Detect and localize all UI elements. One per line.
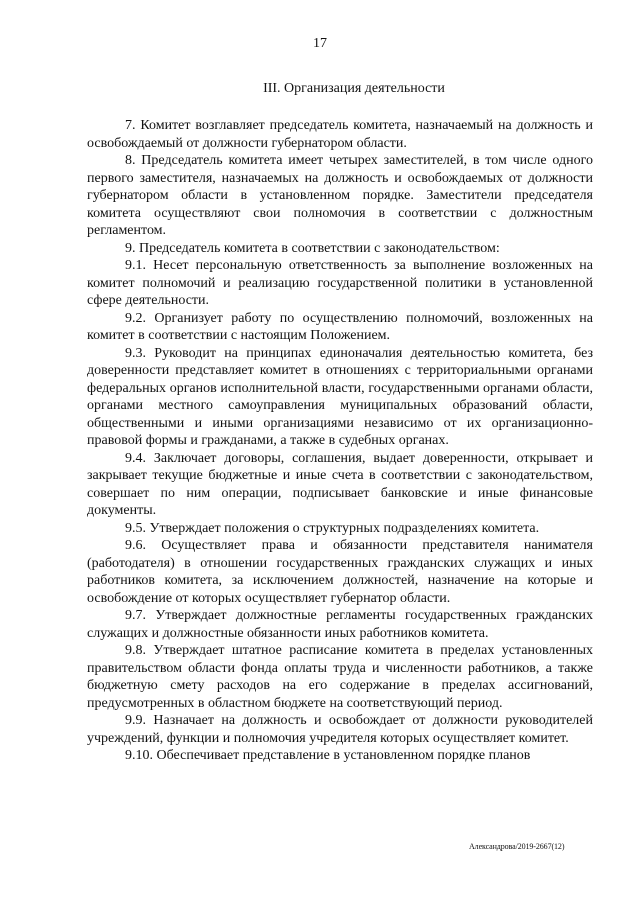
paragraph-9-9: 9.9. Назначает на должность и освобождает от должности руководителей учреждений, функции и полномочия учредителя которых осуществляет комитет. <box>87 713 593 746</box>
paragraph-9-8: 9.8. Утверждает штатное расписание комитета в пределах установленных правительством области фонда оплаты труда и численности работников, а также бюджетную смету расходов на его содержание в пределах ассигнований, предусмотренных в областном бюджете на соответствующий период. <box>87 643 593 711</box>
section-title: III. Организация деятельности <box>263 81 445 96</box>
paragraph-9-1: 9.1. Несет персональную ответственность за выполнение возложенных на комитет полномочий и реализацию государственной политики в установленной сфере деятельности. <box>87 258 593 308</box>
body-text <box>87 117 593 765</box>
footer-reference: Александрова/2019-2667(12) <box>469 842 565 851</box>
paragraph-9-3: 9.3. Руководит на принципах единоначалия деятельностью комитета, без доверенности представляет комитет в отношениях с территориальными органами федеральных органов исполнительной власти, государственными органами области, органами местного самоуправления муниципальных образований области, общественными и иными организациями независимо от их организационно-правовой формы и гражданами, а также в судебных органах. <box>87 345 593 448</box>
page-number: 17 <box>313 36 327 51</box>
paragraph-9: 9. Председатель комитета в соответствии с законодательством: <box>125 240 500 256</box>
paragraph-9-6: 9.6. Осуществляет права и обязанности представителя нанимателя (работодателя) в отношении государственных гражданских служащих и иных работников комитета, за исключением должностей, назначение на которые и освобождение от которых осуществляет губернатор области. <box>87 538 593 606</box>
paragraph-9-7: 9.7. Утверждает должностные регламенты государственных гражданских служащих и должностные обязанности иных работников комитета. <box>87 608 593 641</box>
paragraph-8: 8. Председатель комитета имеет четырех заместителей, в том числе одного первого заместителя, назначаемых на должность и освобождаемых от должности губернатором области в установленном порядке. Заместители председателя комитета осуществляют свои полномочия в соответствии с должностным регламентом. <box>87 153 593 238</box>
paragraph-7: 7. Комитет возглавляет председатель комитета, назначаемый на должность и освобождаемый от должности губернатором области. <box>87 118 593 151</box>
paragraph-9-10: 9.10. Обеспечивает представление в установленном порядке планов <box>125 748 531 763</box>
paragraph-9-2: 9.2. Организует работу по осуществлению полномочий, возложенных на комитет в соответствии с настоящим Положением. <box>87 310 593 343</box>
paragraph-9-5: 9.5. Утверждает положения о структурных подразделениях комитета. <box>125 520 540 536</box>
paragraph-9-4: 9.4. Заключает договоры, соглашения, выдает доверенности, открывает и закрывает текущие бюджетные и иные счета в соответствии с законодательством, совершает по ним операции, подписывает банковские и иные финансовые документы. <box>87 450 593 518</box>
